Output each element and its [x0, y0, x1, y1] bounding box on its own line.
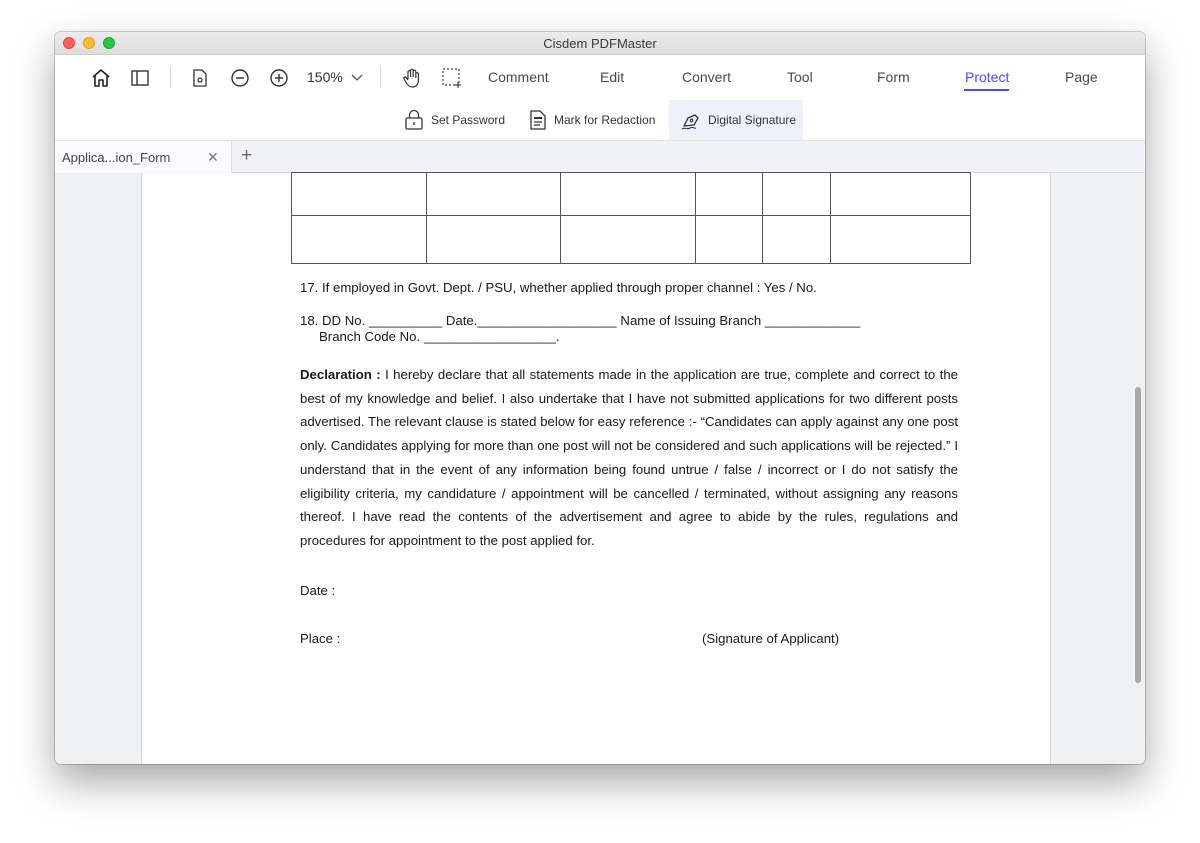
- item-17-text: 17. If employed in Govt. Dept. / PSU, whether applied through proper channel : Yes / No.: [300, 280, 817, 295]
- place-label: Place :: [300, 631, 341, 646]
- table-cell: [831, 173, 971, 216]
- tab-title: Applica...ion_Form: [62, 150, 171, 165]
- table-cell: [292, 216, 427, 264]
- pdf-page: [141, 173, 1051, 764]
- form-table: [291, 172, 971, 264]
- active-menu-indicator: [964, 89, 1009, 91]
- home-icon[interactable]: [88, 65, 114, 91]
- pen-signature-icon: [680, 109, 702, 131]
- title-bar: [55, 32, 1145, 55]
- declaration-text: I hereby declare that all statements made in the application are true, complete and correct to the best of my knowledge and belief. I also undertake that I have not submitted applications for two different posts advertised. The relevant clause is stated below for easy reference :- “Candidates can apply against any one post only. Candidates applying for more than one post will not be considered and such applications will be rejected.” I understand that in the event of any information being found untrue / false / incorrect or I do not satisfy the eligibility criteria, my candidature / appointment will be cancelled / terminated, without assigning any reasons thereof. I have read the contents of the advertisement and agree to abide by the rules, regulations and procedures for appointment to the post applied for.: [300, 367, 958, 548]
- date-label: Date :: [300, 583, 336, 598]
- document-viewer[interactable]: [55, 173, 1145, 764]
- page-fit-icon[interactable]: [187, 65, 213, 91]
- table-cell: [696, 173, 763, 216]
- set-password-label: Set Password: [431, 113, 506, 127]
- tab-bar: [55, 140, 1145, 173]
- set-password-button[interactable]: [403, 100, 505, 140]
- app-window: [55, 32, 1145, 764]
- vertical-scrollbar[interactable]: [1135, 387, 1141, 683]
- digital-signature-button[interactable]: [669, 100, 803, 140]
- zoom-in-icon[interactable]: [266, 65, 292, 91]
- signature-label: (Signature of Applicant): [702, 631, 840, 646]
- table-cell: [561, 173, 696, 216]
- item-18-line1: 18. DD No. __________ Date.___________________ Name of Issuing Branch _____________: [300, 313, 861, 328]
- zoom-level: 150%: [307, 69, 343, 85]
- table-cell: [831, 216, 971, 264]
- table-cell: [427, 173, 561, 216]
- sidebar-toggle-icon[interactable]: [127, 65, 153, 91]
- add-tab-icon[interactable]: +: [241, 145, 253, 166]
- mark-redaction-label: Mark for Redaction: [554, 113, 656, 127]
- menu-edit[interactable]: Edit: [600, 69, 625, 85]
- declaration-paragraph: [300, 363, 958, 553]
- digital-signature-label: Digital Signature: [708, 113, 797, 127]
- table-cell: [292, 173, 427, 216]
- table-cell: [696, 216, 763, 264]
- declaration-label: Declaration :: [300, 367, 381, 382]
- menu-page[interactable]: Page: [1065, 69, 1098, 85]
- table-cell: [427, 216, 561, 264]
- item-18-line2: Branch Code No. __________________.: [319, 329, 560, 344]
- zoom-level-dropdown[interactable]: [307, 69, 363, 85]
- menu-convert[interactable]: Convert: [682, 69, 732, 85]
- table-row: [292, 173, 971, 216]
- mark-redaction-button[interactable]: [528, 100, 655, 140]
- window-title: Cisdem PDFMaster: [543, 36, 657, 51]
- toolbar-divider: [380, 66, 381, 88]
- menu-comment[interactable]: Comment: [488, 69, 549, 85]
- lock-icon: [403, 109, 425, 131]
- menu-protect[interactable]: Protect: [965, 69, 1010, 85]
- document-tab[interactable]: [55, 141, 232, 173]
- hand-tool-icon[interactable]: [399, 65, 425, 91]
- main-toolbar: [55, 55, 1145, 102]
- chevron-down-icon: [351, 74, 363, 82]
- menu-tool[interactable]: Tool: [787, 69, 813, 85]
- table-cell: [561, 216, 696, 264]
- table-cell: [763, 216, 831, 264]
- zoom-out-icon[interactable]: [227, 65, 253, 91]
- protect-subtoolbar: [55, 100, 1145, 140]
- table-cell: [763, 173, 831, 216]
- toolbar-divider: [170, 66, 171, 88]
- table-row: [292, 216, 971, 264]
- marquee-select-icon[interactable]: [439, 65, 465, 91]
- menu-form[interactable]: Form: [877, 69, 910, 85]
- close-tab-icon[interactable]: ✕: [207, 149, 219, 165]
- redaction-icon: [528, 109, 548, 131]
